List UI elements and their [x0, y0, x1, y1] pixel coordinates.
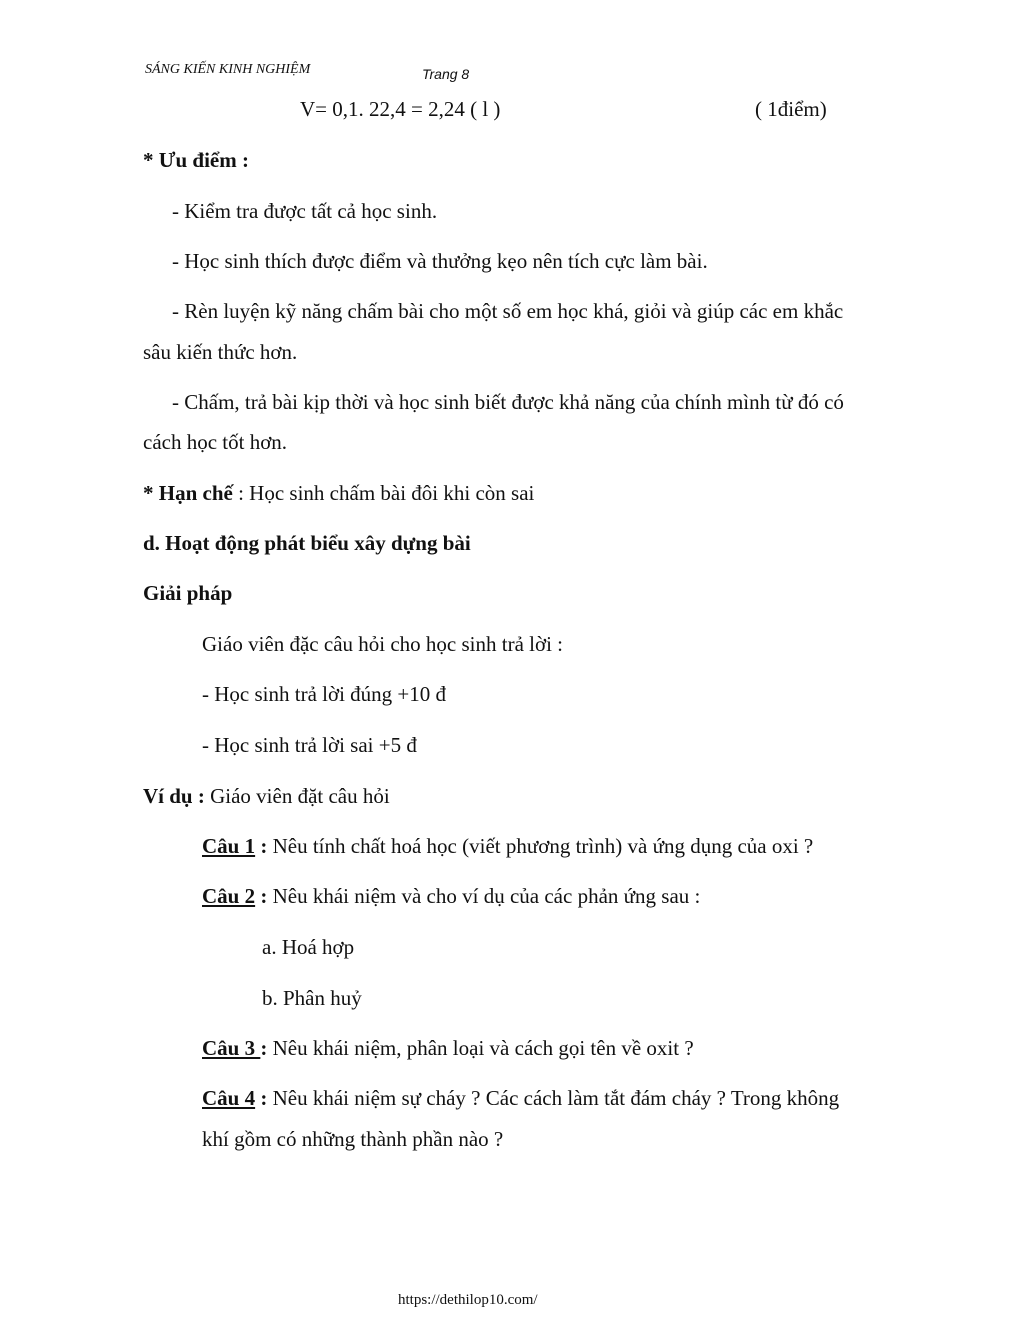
solution-line: - Học sinh trả lời đúng +10 đ [202, 682, 447, 706]
question-label: Câu 1 [202, 834, 256, 858]
example-label: Ví dụ : [143, 784, 205, 808]
advantage-item-continued: cách học tốt hơn. [143, 430, 288, 454]
question-2-option-a: a. Hoá hợp [262, 935, 355, 959]
example-line [143, 783, 390, 809]
footer-url[interactable]: https://dethilop10.com/ [398, 1292, 538, 1308]
question-4 [202, 1085, 839, 1111]
question-text: Nêu tính chất hoá học (viết phương trình) và ứng dụng của oxi ? [267, 834, 814, 858]
solution-line: - Học sinh trả lời sai +5 đ [202, 733, 417, 757]
solution-heading: Giải pháp [143, 581, 233, 605]
advantage-item: - Học sinh thích được điểm và thưởng kẹo nên tích cực làm bài. [172, 249, 708, 273]
question-colon: : [255, 834, 268, 858]
advantage-item-continued: sâu kiến thức hơn. [143, 340, 298, 364]
question-text: Nêu khái niệm sự cháy ? Các cách làm tắt đám cháy ? Trong không [267, 1086, 840, 1110]
question-colon: : [260, 1036, 268, 1060]
solution-line: Giáo viên đặc câu hỏi cho học sinh trả lời : [202, 632, 563, 656]
page-number: Trang 8 [422, 66, 470, 82]
formula-expression: V= 0,1. 22,4 = 2,24 ( l ) [300, 97, 501, 121]
question-2 [202, 883, 700, 909]
document-header-title: SÁNG KIẾN KINH NGHIỆM [145, 62, 311, 77]
limitation-line [143, 480, 534, 506]
question-2-option-b: b. Phân huỷ [262, 986, 362, 1010]
formula-score: ( 1điểm) [755, 97, 827, 121]
limitation-text: : Học sinh chấm bài đôi khi còn sai [232, 481, 535, 505]
question-text: Nêu khái niệm và cho ví dụ của các phản ứng sau : [267, 884, 701, 908]
section-title: d. Hoạt động phát biểu xây dựng bài [143, 531, 471, 555]
question-label: Câu 2 [202, 884, 256, 908]
advantages-heading: * Ưu điểm : [143, 148, 249, 172]
question-colon: : [255, 1086, 268, 1110]
advantage-item: - Kiểm tra được tất cả học sinh. [172, 199, 438, 223]
question-text: Nêu khái niệm, phân loại và cách gọi tên về oxit ? [267, 1036, 694, 1060]
question-colon: : [255, 884, 268, 908]
question-label: Câu 3 [202, 1036, 261, 1060]
limitation-label: * Hạn chế [143, 481, 233, 505]
question-1 [202, 833, 813, 859]
question-4-continued: khí gồm có những thành phần nào ? [202, 1127, 504, 1151]
advantage-item: - Rèn luyện kỹ năng chấm bài cho một số em học khá, giỏi và giúp các em khắc [172, 299, 844, 323]
question-label: Câu 4 [202, 1086, 256, 1110]
example-text: Giáo viên đặt câu hỏi [204, 784, 390, 808]
question-3 [202, 1035, 694, 1061]
advantage-item: - Chấm, trả bài kịp thời và học sinh biết được khả năng của chính mình từ đó có [172, 390, 844, 414]
